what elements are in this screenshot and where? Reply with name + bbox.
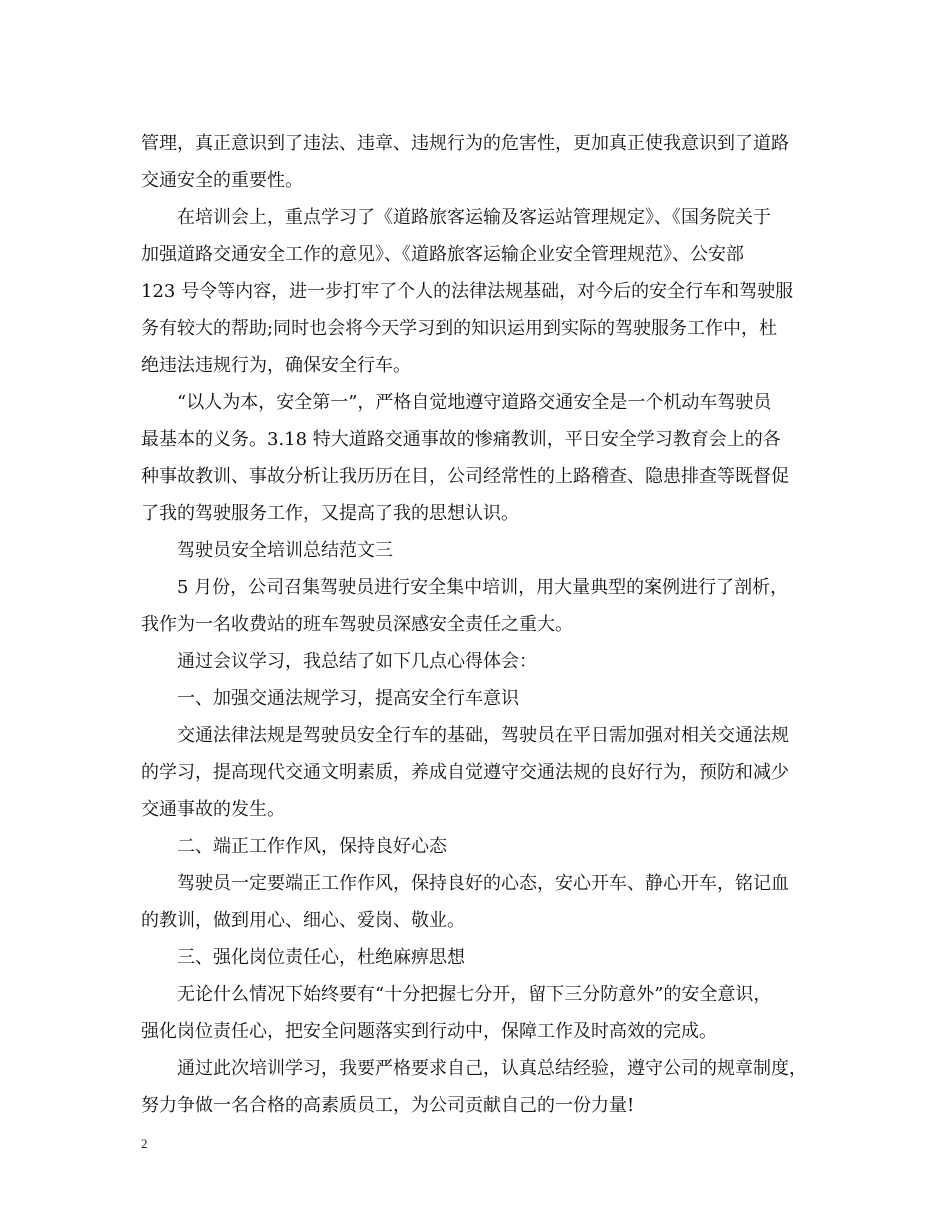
text-line: 通过此次培训学习，我要严格要求自己，认真总结经验，遵守公司的规章制度， — [177, 1058, 807, 1079]
text-line: 种事故教训、事故分析让我历历在目，公司经常性的上路稽查、隐患排查等既督促 — [141, 466, 789, 487]
text-line: 的教训，做到用心、细心、爱岗、敬业。 — [141, 910, 465, 931]
text-line: 无论什么情况下始终要有“十分把握七分开，留下三分防意外”的安全意识， — [177, 984, 772, 1005]
text-line: 了我的驾驶服务工作，又提高了我的思想认识。 — [141, 503, 519, 524]
text-line: 驾驶员一定要端正工作作风，保持良好的心态，安心开车、静心开车，铭记血 — [177, 873, 789, 894]
text-line: 通过会议学习，我总结了如下几点心得体会： — [177, 651, 537, 672]
text-line: 123 号令等内容，进一步打牢了个人的法律法规基础，对今后的安全行车和驾驶服 — [141, 281, 794, 302]
text-line: 交通法律法规是驾驶员安全行车的基础，驾驶员在平日需加强对相关交通法规 — [177, 725, 789, 746]
heading-point-2: 二、端正工作作风，保持良好心态 — [177, 836, 447, 857]
text-line: 加强道路交通安全工作的意见》、《道路旅客运输企业安全管理规范》、公安部 — [141, 244, 744, 265]
text-line: 绝违法违规行为，确保安全行车。 — [141, 355, 411, 376]
text-line: 在培训会上，重点学习了《道路旅客运输及客运站管理规定》、《国务院关于 — [177, 207, 771, 228]
text-line: 强化岗位责任心，把安全问题落实到行动中，保障工作及时高效的完成。 — [141, 1021, 717, 1042]
text-line: 努力争做一名合格的高素质员工，为公司贡献自己的一份力量! — [141, 1095, 635, 1116]
heading-point-1: 一、加强交通法规学习，提高安全行车意识 — [177, 688, 519, 709]
text-line: “以人为本，安全第一”，严格自觉地遵守道路交通安全是一个机动车驾驶员 — [177, 392, 772, 413]
section-title: 驾驶员安全培训总结范文三 — [177, 540, 393, 561]
text-line: 交通安全的重要性。 — [141, 170, 303, 191]
text-line: 的学习，提高现代交通文明素质，养成自觉遵守交通法规的良好行为，预防和减少 — [141, 762, 789, 783]
text-line: 务有较大的帮助;同时也会将今天学习到的知识运用到实际的驾驶服务工作中，杜 — [141, 318, 778, 339]
heading-point-3: 三、强化岗位责任心，杜绝麻痹思想 — [177, 947, 465, 968]
text-line: 5 月份，公司召集驾驶员进行安全集中培训，用大量典型的案例进行了剖析， — [177, 577, 789, 598]
text-line: 交通事故的发生。 — [141, 799, 285, 820]
text-line: 管理，真正意识到了违法、违章、违规行为的危害性，更加真正使我意识到了道路 — [141, 133, 789, 154]
page-number: 2 — [141, 1136, 148, 1151]
text-line: 我作为一名收费站的班车驾驶员深感安全责任之重大。 — [141, 614, 573, 635]
text-line: 最基本的义务。3.18 特大道路交通事故的惨痛教训，平日安全学习教育会上的各 — [141, 429, 781, 450]
